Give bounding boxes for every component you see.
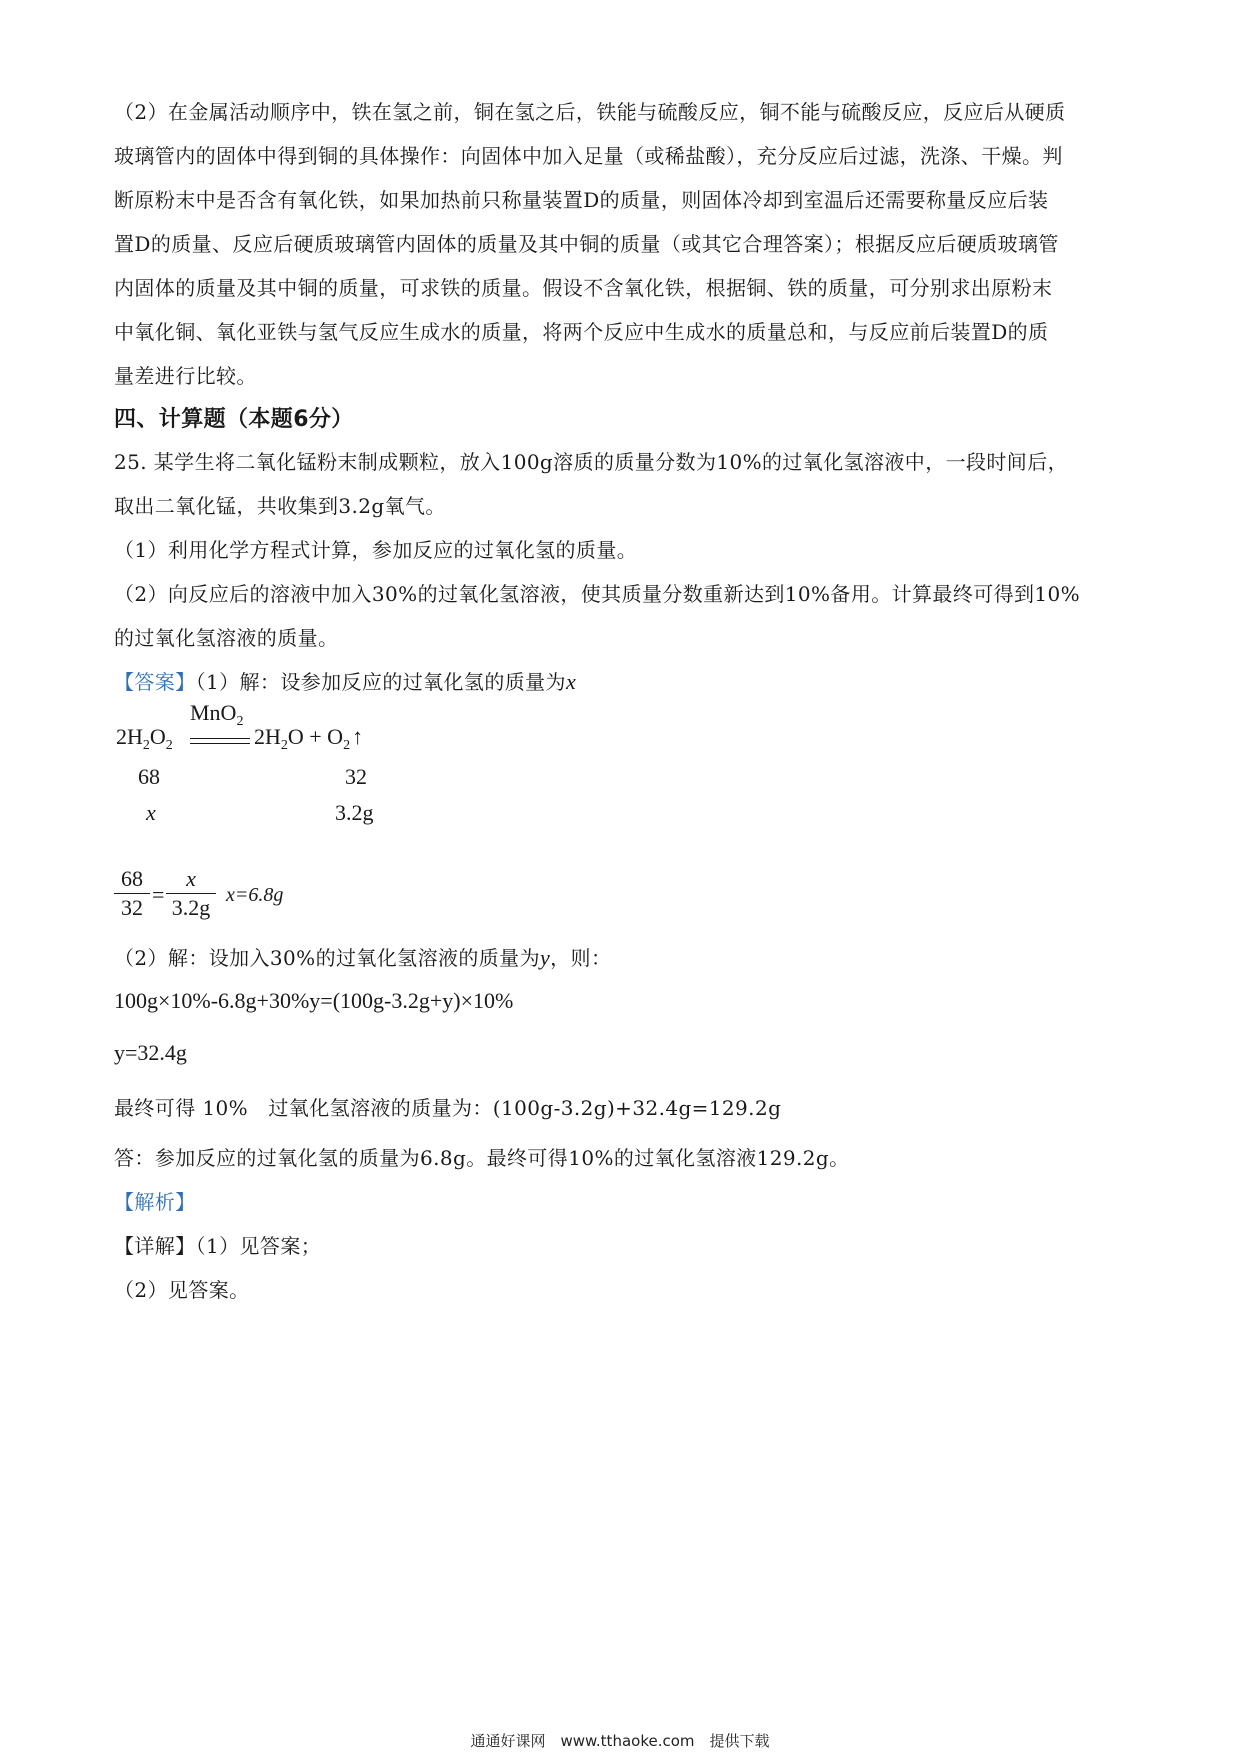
text-line: 断原粉末中是否含有氧化铁，如果加热前只称量装置D的质量，则固体冷却到室温后还需要称量反应后装: [114, 188, 1049, 212]
question-line: 25. 某学生将二氧化锰粉末制成颗粒，放入100g溶质的质量分数为10%的过氧化氢溶液中，一段时间后，: [114, 450, 1068, 474]
question-line: （2）向反应后的溶液中加入30%的过氧化氢溶液，使其质量分数重新达到10%备用。计算最终可得到10%: [114, 582, 1081, 606]
answer-part2-intro: （2）解：设加入30%的过氧化氢溶液的质量为y，则：: [114, 945, 612, 970]
answer-intro-text: （1）解：设参加反应的过氧化氢的质量为: [195, 670, 566, 694]
conclusion-line: 答：参加反应的过氧化氢的质量为6.8g。最终可得10%的过氧化氢溶液129.2g。: [114, 1146, 850, 1170]
answer-tag: 【答案】: [114, 670, 196, 694]
given-left: x: [146, 800, 156, 825]
detail-tag: 【详解】: [114, 1234, 196, 1258]
section-heading: 四、计算题（本题6分）: [114, 407, 354, 432]
fraction-right: x 3.2g: [166, 866, 216, 921]
mass-left: 68: [138, 764, 160, 789]
text-line: 中氧化铜、氧化亚铁与氢气反应生成水的质量，将两个反应中生成水的质量总和，与反应前后装置D的质: [114, 320, 1049, 344]
detail-line-2: （2）见答案。: [114, 1278, 250, 1302]
variable-y: y: [539, 945, 551, 970]
text-line: （2）在金属活动顺序中，铁在氢之前，铜在氢之后，铁能与硫酸反应，铜不能与硫酸反应，反应后从硬质: [114, 100, 1066, 124]
part2-equation: 100g×10%-6.8g+30%y=(100g-3.2g+y)×10%: [114, 988, 514, 1013]
text-line: 置D的质量、反应后硬质玻璃管内固体的质量及其中铜的质量（或其它合理答案）；根据反应后硬质玻璃管: [114, 232, 1059, 256]
catalyst-label: MnO$_2$: [190, 700, 244, 729]
equals-sign: =: [152, 882, 165, 907]
mass-right: 32: [345, 764, 367, 789]
variable-x: x: [565, 669, 577, 694]
analysis-tag: 【解析】: [114, 1190, 196, 1214]
detail-line-1: 【详解】（1）见答案；: [114, 1234, 322, 1258]
answer-part1-intro: [114, 666, 576, 695]
question-line: 的过氧化氢溶液的质量。: [114, 626, 339, 650]
page-footer: 通通好课网 www.tthaoke.com 提供下载: [470, 1732, 770, 1750]
fraction-left: 68 32: [114, 866, 150, 921]
given-right: 3.2g: [335, 800, 374, 825]
equation-double-line: [190, 738, 250, 744]
part2-result: y=32.4g: [114, 1040, 187, 1065]
reactant: $2H_2O_2$: [116, 724, 173, 753]
text-line: 量差进行比较。: [114, 364, 257, 388]
products: $2H_2O$ + $O_2↑$: [254, 724, 364, 753]
question-line: 取出二氧化锰，共收集到3.2g氧气。: [114, 494, 446, 518]
text-line: 内固体的质量及其中铜的质量，可求铁的质量。假设不含氧化铁，根据铜、铁的质量，可分别求出原粉末: [114, 276, 1053, 300]
question-line: （1）利用化学方程式计算，参加反应的过氧化氢的质量。: [114, 538, 638, 562]
result-x: x=6.8g: [226, 884, 284, 906]
text-line: 玻璃管内的固体中得到铜的具体操作：向固体中加入足量（或稀盐酸），充分反应后过滤，洗涤、干燥。判: [114, 144, 1063, 168]
final-mass-line: 最终可得 10% 过氧化氢溶液的质量为：(100g-3.2g)+32.4g=129.2g: [114, 1096, 782, 1120]
